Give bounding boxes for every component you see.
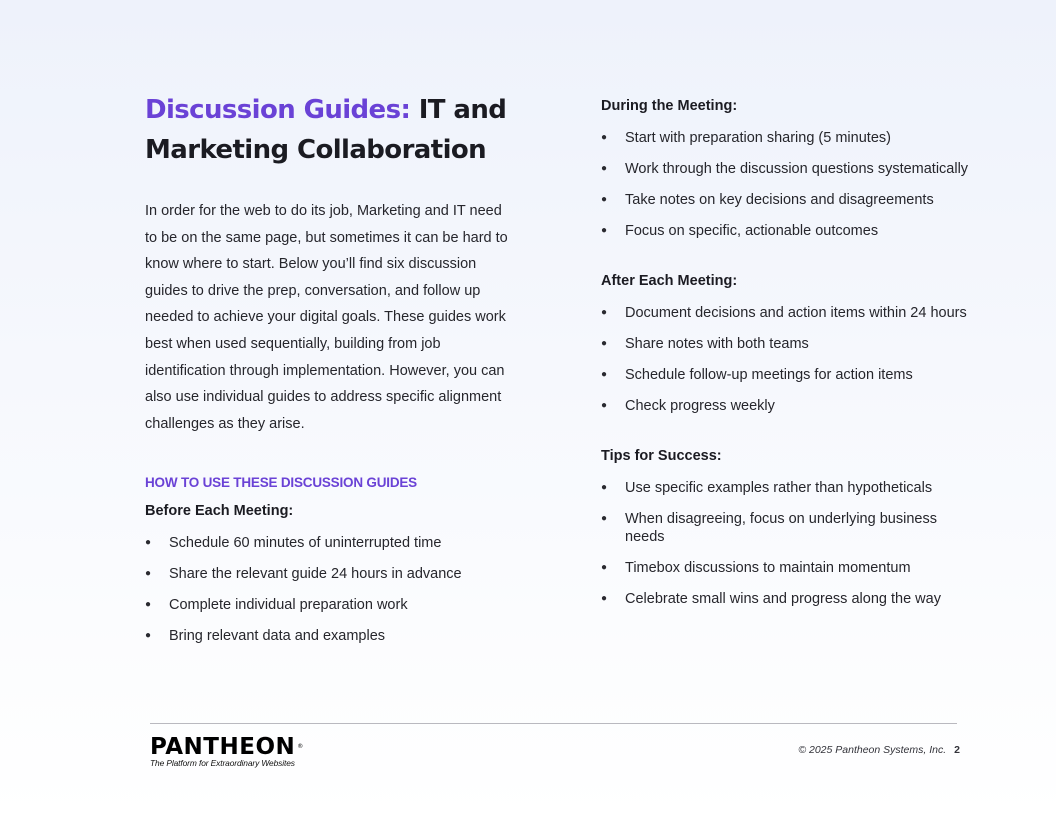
after-section — [601, 271, 971, 415]
title-accent: Discussion Guides: — [145, 95, 411, 125]
list-item: ● Take notes on key decisions and disagreements — [601, 191, 971, 209]
before-heading-text: Before Each Meeting — [145, 503, 289, 520]
list-item: ● Focus on specific, actionable outcomes — [601, 222, 971, 240]
list-item: ● Share the relevant guide 24 hours in advance — [145, 565, 515, 583]
list-item: ● Celebrate small wins and progress along the way — [601, 590, 971, 608]
intro-paragraph: In order for the web to do its job, Marketing and IT need to be on the same page, but sometimes it can be hard to know where to start. Below you’ll find six discussion guides to drive the prep, conversation, and follow up needed to achieve your digital goals. These guides work best when used sequentially, building from job identification through implementation. However, you can also use individual guides to address specific alignment challenges as they arise. — [145, 203, 508, 432]
title-rest: IT and Marketing Collaboration — [145, 95, 507, 165]
right-column — [601, 96, 971, 639]
footer-info — [798, 744, 960, 756]
tips-heading: Tips for Success: — [601, 448, 722, 464]
page-title — [145, 90, 515, 170]
list-item: ● Check progress weekly — [601, 397, 971, 415]
after-list — [601, 304, 971, 415]
before-section — [145, 501, 515, 645]
after-heading: After Each Meeting: — [601, 273, 738, 289]
during-heading-text: During the Meeting — [601, 98, 733, 114]
list-item: ● Document decisions and action items within 24 hours — [601, 304, 971, 322]
after-heading-text: After Each Meeting — [601, 273, 733, 289]
list-item: ● Start with preparation sharing (5 minutes) — [601, 129, 971, 147]
logo-word-text: PANTHEON — [150, 734, 296, 760]
list-item: ● Work through the discussion questions systematically — [601, 160, 971, 178]
list-item: ● Share notes with both teams — [601, 335, 971, 353]
list-item: ● When disagreeing, focus on underlying business needs — [601, 510, 971, 546]
how-to-heading: HOW TO USE THESE DISCUSSION GUIDES — [145, 475, 417, 491]
tips-heading-text: Tips for Success — [601, 448, 717, 464]
left-column — [145, 90, 515, 645]
list-item: ● Timebox discussions to maintain momentum — [601, 559, 971, 577]
before-heading: Before Each Meeting: — [145, 503, 294, 520]
logo-trademark: ® — [297, 743, 304, 750]
list-item: ● Schedule 60 minutes of uninterrupted time — [145, 534, 515, 552]
logo-wordmark — [150, 735, 304, 759]
during-list — [601, 129, 971, 240]
list-item: ● Use specific examples rather than hypotheticals — [601, 479, 971, 497]
page-number: 2 — [954, 744, 960, 756]
logo-tagline: The Platform for Extraordinary Websites — [150, 758, 295, 768]
during-section — [601, 96, 971, 240]
before-list — [145, 534, 515, 645]
tips-section — [601, 446, 971, 608]
tips-list — [601, 479, 971, 608]
list-item: ● Complete individual preparation work — [145, 596, 515, 614]
list-item: ● Schedule follow-up meetings for action items — [601, 366, 971, 384]
during-heading: During the Meeting: — [601, 98, 738, 114]
footer-divider — [150, 723, 957, 724]
pantheon-logo — [150, 735, 304, 768]
list-item: ● Bring relevant data and examples — [145, 627, 515, 645]
copyright-text: © 2025 Pantheon Systems, Inc. — [798, 744, 947, 756]
